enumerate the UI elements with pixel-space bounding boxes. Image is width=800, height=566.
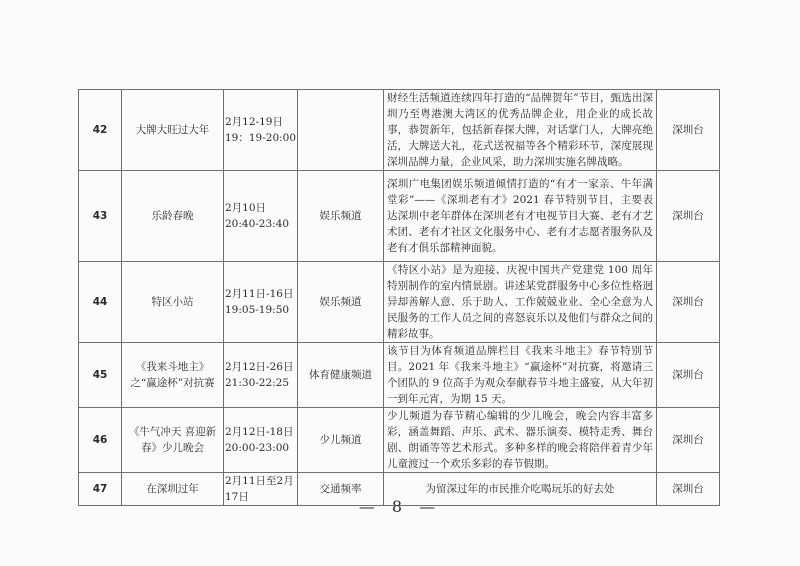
table-row [79,90,720,171]
station: 深圳台 [657,262,720,343]
broadcast-time: 2月12-19日19：19-20:00 [224,90,298,171]
program-name: 《我来斗地主》之“赢途杯”对抗赛 [122,343,224,408]
broadcast-time: 2月11日至2月17日 [224,473,298,506]
channel: 娱乐频道 [298,262,384,343]
row-number: 46 [79,408,122,473]
program-description: 财经生活频道连续四年打造的“品牌贺年”节目，甄选出深圳乃至粤港澳大湾区的优秀品牌企业，用企业的成长故事，恭贺新年，包括新春探大牌，对话掌门人，大牌亮绝活，大牌送大礼，花式送祝福等各个精彩环节，深度展现深圳品牌力量，企业风采，助力深圳实施名牌战略。 [384,90,657,171]
channel [298,90,384,171]
row-number: 42 [79,90,122,171]
table-row [79,408,720,473]
program-name: 大牌大旺过大年 [122,90,224,171]
program-name: 特区小站 [122,262,224,343]
program-name: 《牛气冲天 喜迎新春》少儿晚会 [122,408,224,473]
table-row [79,171,720,262]
broadcast-time: 2月10日 20:40-23:40 [224,171,298,262]
station: 深圳台 [657,408,720,473]
station: 深圳台 [657,343,720,408]
channel: 交通频率 [298,473,384,506]
program-description: 该节目为体育频道品牌栏目《我来斗地主》春节特别节目。2021 年《我来斗地主》“赢途杯”对抗赛，将邀请三个团队的 9 位高手为观众奉献春节斗地主盛宴，从大年初一到年元宵，为期 15 天。 [384,343,657,408]
program-description: 深圳广电集团娱乐频道倾情打造的“有才一家亲、牛年满堂彩”——《深圳老有才》2021 春节特别节目，主要表达深圳中老年群体在深圳老有才电视节目大赛、老有才艺术团、老有才社区文化服务中心、老有才志愿者服务队及老有才俱乐部精神面貌。 [384,171,657,262]
station: 深圳台 [657,90,720,171]
station: 深圳台 [657,473,720,506]
broadcast-time: 2月12日-18日 20:00-23:00 [224,408,298,473]
row-number: 43 [79,171,122,262]
table-row [79,262,720,343]
program-name: 乐龄春晚 [122,171,224,262]
program-description: 少儿频道为春节精心编辑的少儿晚会，晚会内容丰富多彩，涵盖舞蹈、声乐、武术、器乐演奏、模特走秀、舞台剧、朗诵等等艺术形式。多种多样的晚会将陪伴着青少年儿童渡过一个欢乐多彩的春节假期。 [384,408,657,473]
row-number: 44 [79,262,122,343]
station: 深圳台 [657,171,720,262]
channel: 娱乐频道 [298,171,384,262]
page-number: — 8 — [358,497,442,516]
row-number: 45 [79,343,122,408]
channel: 少儿频道 [298,408,384,473]
program-table [78,89,720,506]
table-row [79,343,720,408]
channel: 体育健康频道 [298,343,384,408]
program-name: 在深圳过年 [122,473,224,506]
program-description: 为留深过年的市民推介吃喝玩乐的好去处 [384,473,657,506]
row-number: 47 [79,473,122,506]
broadcast-time: 2月12日-26日 21:30-22:25 [224,343,298,408]
program-description: 《特区小站》是为迎接、庆祝中国共产党建党 100 周年特别制作的室内情景剧。讲述某党群服务中心多位性格迥异却善解人意、乐于助人、工作兢兢业业、全心全意为人民服务的工作人员之间的喜怒哀乐以及他们与群众之间的精彩故事。 [384,262,657,343]
broadcast-time: 2月11日-16日 19:05-19:50 [224,262,298,343]
